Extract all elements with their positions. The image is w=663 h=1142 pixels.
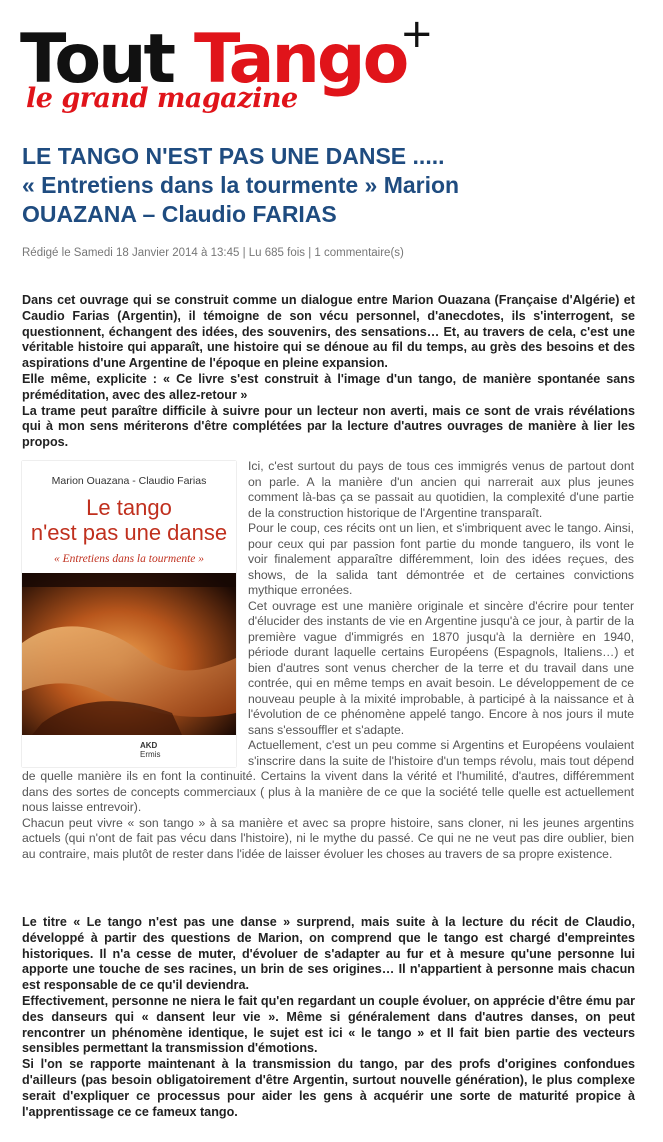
intro-paragraph: La trame peut paraître difficile à suivre pour un lecteur non averti, mais ce sont de vrais révélations qui à mon sens mériterons d'être complétées par la lecture d'autres ouvrages de manière à lier les propos.	[22, 403, 635, 450]
site-logo[interactable]	[20, 11, 440, 120]
body-paragraph: Actuellement, c'est un peu comme si Argentins et Européens voulaient s'inscrire dans la suite de l'histoire d'un temps révolu, mais tout dépend de quelle manière ils en font la continuité. Certains la vivent dans la vérité et l'humilité, d'autres, différemment dans des sortes de concepts commerciaux ( plus à la manière de ce que la société telle quelle est actuellement nous laisse entrevoir).	[22, 738, 634, 814]
publisher-name: AKD	[140, 741, 158, 750]
article-title	[22, 142, 642, 229]
cover-subtitle: « Entretiens dans la tourmente »	[53, 553, 205, 565]
cover-title-line2: n'est pas une danse	[30, 520, 228, 545]
book-cover-image	[22, 461, 236, 767]
cover-publisher	[140, 741, 160, 759]
body-paragraph: Cet ouvrage est une manière originale et sincère d'écrire pour tenter d'élucider des instants de vie en Argentine jusqu'à ce jour, à partir de la première vague d'immigrés en 1870 jusqu'à la dernière en 1940, période durant laquelle certains Européens (Espagnols, Italiens…) et bien d'autres sont venus chercher de la terre et du travail dans une contrée, qui en même temps en avait besoin. Le développement de ce nouveau peuple à la mixité improbable, à participé à la naissance et à l'évolution de ce phénomène appelé tango. Encore à nos jours il mute sans s'essouffler et s'adapte.	[248, 598, 634, 737]
cover-photo	[22, 573, 236, 735]
logo-word-tout: Tout	[20, 20, 173, 99]
article-conclusion	[22, 915, 635, 1120]
article-title-line: LE TANGO N'EST PAS UNE DANSE .....	[22, 143, 445, 169]
conclusion-paragraph: Le titre « Le tango n'est pas une danse » surprend, mais suite à la lecture du récit de Claudio, développé à partir des questions de Marion, on comprend que le tango est chargé d'empreintes historiques. Il n'a cesse de muter, d'évoluer de s'adapter au fur et à mesure qu'une personne lui apporte une touche de ses racines, un brin de ses origines… Il n'appartient à personne mais chacun est responsable de ce qu'il deviendra.	[22, 915, 635, 993]
article-title-line: « Entretiens dans la tourmente » Marion	[22, 172, 460, 198]
cover-authors: Marion Ouazana - Claudio Farias	[51, 475, 207, 487]
logo-tagline: le grand magazine	[26, 83, 298, 114]
intro-paragraph: Dans cet ouvrage qui se construit comme un dialogue entre Marion Ouazana (Française d'Algérie) et Caudio Farias (Argentin), il témoigne de son vécu personnel, d'anecdotes, ils s'interrogent, se questionnent, échangent des idées, des souvenirs, des sensations… Et, au travers de cela, c'est une véritable histoire qui apparaît, une histoire qui se dénoue au fil du temps, au grès des besoins et des aspirations d'une Argentine de l'époque en pleine expansion.	[22, 293, 635, 371]
article-intro	[22, 293, 635, 451]
body-paragraph: Ici, c'est surtout du pays de tous ces immigrés venus de partout dont on parle. A la manière d'un ancien qui narrerait aux plus jeunes comment là-bas ça se passait au quotidien, la complexité d'une partie de la construction historique de l'Argentine transparaît.	[248, 459, 634, 520]
logo-word-tango: Tango	[194, 20, 407, 99]
logo-plus: +	[400, 11, 434, 57]
article-meta: Rédigé le Samedi 18 Janvier 2014 à 13:45 | Lu 685 fois | 1 commentaire(s)	[22, 247, 404, 259]
conclusion-paragraph: Effectivement, personne ne niera le fait qu'en regardant un couple évoluer, on apprécie d'être ému par des danseurs qui « dansent leur vie ». Même si généralement dans d'autres danses, on peut rencontrer un phénomène identique, le sujet est ici « le tango » et Il fait bien partie des vecteurs sensibles permettant la transmission d'émotions.	[22, 993, 635, 1056]
body-paragraph: Pour le coup, ces récits ont un lien, et s'imbriquent avec le tango. Ainsi, pour ceux qui par passion font partie du monde tanguero, ils vont le voir finalement apparaître différemment, loin des idées reçues, des shows, de la salida tant démontrée et de certaines convictions mythique erronées.	[248, 521, 634, 597]
body-paragraph: Chacun peut vivre « son tango » à sa manière et avec sa propre histoire, sans cloner, ni les jeunes argentins actuels (qui n'ont de fait pas vécu dans l'histoire), ni le mythe du passé. Ce qui ne ne veut pas dire oublier, bien au contraire, mais plutôt de rester dans l'idée de laisser évoluer les choses au travers de sa propre existence.	[22, 815, 634, 861]
cover-title-line1: Le tango	[86, 495, 172, 520]
conclusion-paragraph: Si l'on se rapporte maintenant à la transmission du tango, par des profs d'origines confondues d'ailleurs (pas besoin obligatoirement d'être Argentin, surtout nouvelle génération), le plus complexe serait d'expliquer ce processus pour aider les gens à acquérir une sorte de maturité propice à l'apprentissage ce ce fameux tango.	[22, 1057, 635, 1119]
article-title-line: OUAZANA – Claudio FARIAS	[22, 201, 337, 227]
publisher-sub: Ermis	[140, 750, 161, 759]
intro-paragraph: Elle même, explicite : « Ce livre s'est construit à l'image d'un tango, de manière spontanée sans préméditation, avec des allez-retour »	[22, 371, 635, 402]
